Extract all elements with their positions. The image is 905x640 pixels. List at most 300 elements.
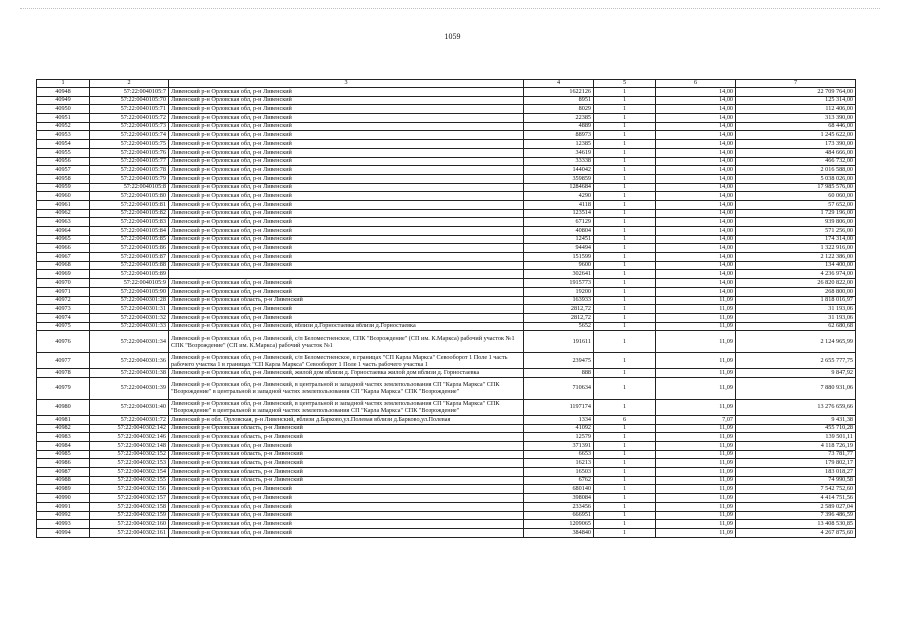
share-cell: 1 xyxy=(594,227,656,236)
share-cell: 1 xyxy=(594,183,656,192)
share-cell: 1 xyxy=(594,174,656,183)
share-cell: 1 xyxy=(594,424,656,433)
area-cell: 19200 xyxy=(524,287,594,296)
unit-price-cell: 11,09 xyxy=(656,528,736,537)
address-cell: Ливенский р-н Орловская обл, р-н Ливенский xyxy=(169,227,524,236)
unit-price-cell: 11,09 xyxy=(656,296,736,305)
table-row xyxy=(37,322,856,331)
cadastral-value-cell: 939 806,00 xyxy=(736,218,856,227)
row-number-cell: 40952 xyxy=(37,122,90,131)
area-cell: 40804 xyxy=(524,227,594,236)
header-cell: 1 xyxy=(37,80,90,88)
area-cell: 191611 xyxy=(524,331,594,353)
area-cell: 151599 xyxy=(524,253,594,262)
address-cell: Ливенский р-н Орловская обл, р-н Ливенский xyxy=(169,209,524,218)
cadastral-number-cell: 57:22:0040105:72 xyxy=(90,114,169,123)
address-cell: Ливенский р-н Орловская обл, р-н Ливенский xyxy=(169,305,524,314)
row-number-cell: 40964 xyxy=(37,227,90,236)
table-row xyxy=(37,183,856,192)
cadastral-value-cell: 13 276 659,66 xyxy=(736,399,856,415)
cadastral-value-cell: 1 322 916,00 xyxy=(736,244,856,253)
share-cell: 1 xyxy=(594,485,656,494)
share-cell: 1 xyxy=(594,200,656,209)
table-row xyxy=(37,313,856,322)
share-cell: 1 xyxy=(594,218,656,227)
unit-price-cell: 11,09 xyxy=(656,369,736,378)
unit-price-cell: 14,00 xyxy=(656,270,736,279)
cadastral-value-cell: 4 236 974,00 xyxy=(736,270,856,279)
cadastral-value-cell: 7 542 752,60 xyxy=(736,485,856,494)
address-cell: Ливенский р-н Орловская обл, р-н Ливенский xyxy=(169,528,524,537)
area-cell: 16213 xyxy=(524,459,594,468)
cadastral-number-cell: 57:22:0040105:90 xyxy=(90,287,169,296)
row-number-cell: 40994 xyxy=(37,528,90,537)
address-cell: Ливенский р-н Орловская обл, р-н Ливенский xyxy=(169,122,524,131)
table-header-row xyxy=(37,80,856,88)
address-cell: Ливенский р-н Орловская обл, р-н Ливенский xyxy=(169,166,524,175)
area-cell: 34619 xyxy=(524,148,594,157)
address-cell: Ливенский р-н обл. Орловская, р-н Ливенский, вблизи д.Барково,ул.Полевая вблизи д.Барково,ул.Полевая xyxy=(169,415,524,424)
cadastral-number-cell: 57:22:0040301:34 xyxy=(90,331,169,353)
table-row xyxy=(37,227,856,236)
cadastral-value-cell: 455 710,28 xyxy=(736,424,856,433)
unit-price-cell: 14,00 xyxy=(656,122,736,131)
cadastral-number-cell: 57:22:0040105:88 xyxy=(90,261,169,270)
share-cell: 1 xyxy=(594,296,656,305)
cadastral-number-cell: 57:22:0040302:161 xyxy=(90,528,169,537)
cadastral-number-cell: 57:22:0040105:7 xyxy=(90,88,169,97)
table-row xyxy=(37,369,856,378)
share-cell: 1 xyxy=(594,331,656,353)
address-cell: Ливенский р-н Орловская область, р-н Ливенский xyxy=(169,424,524,433)
area-cell: 163933 xyxy=(524,296,594,305)
unit-price-cell: 11,09 xyxy=(656,331,736,353)
area-cell: 359859 xyxy=(524,174,594,183)
area-cell: 1622126 xyxy=(524,88,594,97)
table-row xyxy=(37,140,856,149)
share-cell: 1 xyxy=(594,235,656,244)
row-number-cell: 40981 xyxy=(37,415,90,424)
share-cell: 1 xyxy=(594,399,656,415)
cadastral-value-cell: 22 709 764,00 xyxy=(736,88,856,97)
area-cell: 6653 xyxy=(524,450,594,459)
cadastral-value-cell: 5 038 026,00 xyxy=(736,174,856,183)
cadastral-number-cell: 57:22:0040105:80 xyxy=(90,192,169,201)
unit-price-cell: 11,09 xyxy=(656,485,736,494)
cadastral-value-cell: 174 314,00 xyxy=(736,235,856,244)
row-number-cell: 40971 xyxy=(37,287,90,296)
row-number-cell: 40954 xyxy=(37,140,90,149)
address-cell: Ливенский р-н Орловская обл, р-н Ливенский xyxy=(169,157,524,166)
unit-price-cell: 11,09 xyxy=(656,520,736,529)
unit-price-cell: 14,00 xyxy=(656,218,736,227)
share-cell: 1 xyxy=(594,270,656,279)
table-row xyxy=(37,218,856,227)
share-cell: 1 xyxy=(594,433,656,442)
cadastral-number-cell: 57:22:0040105:78 xyxy=(90,166,169,175)
cadastral-value-cell: 2 016 588,00 xyxy=(736,166,856,175)
area-cell: 12579 xyxy=(524,433,594,442)
share-cell: 1 xyxy=(594,88,656,97)
row-number-cell: 40958 xyxy=(37,174,90,183)
cadastral-value-cell: 62 680,68 xyxy=(736,322,856,331)
table-row xyxy=(37,235,856,244)
unit-price-cell: 11,09 xyxy=(656,305,736,314)
unit-price-cell: 11,09 xyxy=(656,313,736,322)
row-number-cell: 40949 xyxy=(37,96,90,105)
share-cell: 6 xyxy=(594,415,656,424)
address-cell: Ливенский р-н Орловская обл, р-н Ливенский xyxy=(169,218,524,227)
row-number-cell: 40992 xyxy=(37,511,90,520)
share-cell: 1 xyxy=(594,122,656,131)
header-cell: 7 xyxy=(736,80,856,88)
area-cell: 67129 xyxy=(524,218,594,227)
table-row xyxy=(37,528,856,537)
row-number-cell: 40978 xyxy=(37,369,90,378)
table-row xyxy=(37,476,856,485)
address-cell: Ливенский р-н Орловская обл, р-н Ливенский, с/п Беломестненское, СПК "Возрождение" (СП им. К.Маркса) рабочий участок №1 СПК "Возрождение" (СП им. К.Маркса) рабочий участок №1 xyxy=(169,331,524,353)
cadastral-number-cell: 57:22:0040301:31 xyxy=(90,305,169,314)
address-cell: Ливенский р-н Орловская область, р-н Ливенский xyxy=(169,296,524,305)
row-number-cell: 40979 xyxy=(37,377,90,399)
share-cell: 1 xyxy=(594,131,656,140)
unit-price-cell: 14,00 xyxy=(656,96,736,105)
table-row xyxy=(37,253,856,262)
cadastral-value-cell: 183 018,27 xyxy=(736,468,856,477)
unit-price-cell: 11,09 xyxy=(656,377,736,399)
cadastral-number-cell: 57:22:0040105:83 xyxy=(90,218,169,227)
area-cell: 12451 xyxy=(524,235,594,244)
address-cell: Ливенский р-н Орловская обл, р-н Ливенский xyxy=(169,105,524,114)
cadastral-value-cell: 31 193,06 xyxy=(736,305,856,314)
area-cell: 239475 xyxy=(524,353,594,369)
row-number-cell: 40957 xyxy=(37,166,90,175)
area-cell: 1334 xyxy=(524,415,594,424)
cadastral-value-cell: 134 400,00 xyxy=(736,261,856,270)
cadastral-value-cell: 4 267 875,60 xyxy=(736,528,856,537)
unit-price-cell: 11,09 xyxy=(656,322,736,331)
row-number-cell: 40982 xyxy=(37,424,90,433)
unit-price-cell: 14,00 xyxy=(656,140,736,149)
cadastral-number-cell: 57:22:0040302:142 xyxy=(90,424,169,433)
row-number-cell: 40983 xyxy=(37,433,90,442)
cadastral-value-cell: 57 652,00 xyxy=(736,200,856,209)
unit-price-cell: 14,00 xyxy=(656,166,736,175)
unit-price-cell: 11,09 xyxy=(656,468,736,477)
share-cell: 1 xyxy=(594,322,656,331)
cadastral-number-cell: 57:22:0040302:152 xyxy=(90,450,169,459)
address-cell: Ливенский р-н Орловская обл, р-н Ливенский xyxy=(169,502,524,511)
table-row xyxy=(37,424,856,433)
unit-price-cell: 11,09 xyxy=(656,502,736,511)
row-number-cell: 40989 xyxy=(37,485,90,494)
address-cell: Ливенский р-н Орловская обл, р-н Ливенский xyxy=(169,494,524,503)
cadastral-number-cell: 57:22:0040105:86 xyxy=(90,244,169,253)
share-cell: 1 xyxy=(594,244,656,253)
cadastral-number-cell: 57:22:0040105:82 xyxy=(90,209,169,218)
table-row xyxy=(37,377,856,399)
table-row xyxy=(37,209,856,218)
cadastral-value-cell: 268 800,00 xyxy=(736,287,856,296)
address-cell xyxy=(169,270,524,279)
cadastral-number-cell: 57:22:0040301:28 xyxy=(90,296,169,305)
row-number-cell: 40969 xyxy=(37,270,90,279)
address-cell: Ливенский р-н Орловская обл, р-н Ливенский xyxy=(169,140,524,149)
table-row xyxy=(37,157,856,166)
table-row xyxy=(37,511,856,520)
cadastral-number-cell: 57:22:0040302:146 xyxy=(90,433,169,442)
share-cell: 1 xyxy=(594,353,656,369)
cadastral-number-cell: 57:22:0040302:148 xyxy=(90,442,169,451)
area-cell: 9600 xyxy=(524,261,594,270)
address-cell: Ливенский р-н Орловская обл, р-н Ливенский xyxy=(169,183,524,192)
row-number-cell: 40950 xyxy=(37,105,90,114)
table-row xyxy=(37,287,856,296)
area-cell: 2812,72 xyxy=(524,313,594,322)
area-cell: 94494 xyxy=(524,244,594,253)
cadastral-number-cell: 57:22:0040105:70 xyxy=(90,96,169,105)
share-cell: 1 xyxy=(594,442,656,451)
row-number-cell: 40965 xyxy=(37,235,90,244)
address-cell: Ливенский р-н Орловская обл, р-н Ливенский, вблизи д.Горностаевка вблизи д.Горностаевка xyxy=(169,322,524,331)
unit-price-cell: 14,00 xyxy=(656,209,736,218)
table-row xyxy=(37,192,856,201)
table-row xyxy=(37,415,856,424)
address-cell: Ливенский р-н Орловская область, р-н Ливенский xyxy=(169,468,524,477)
cadastral-number-cell: 57:22:0040105:84 xyxy=(90,227,169,236)
table-row xyxy=(37,399,856,415)
cadastral-number-cell: 57:22:0040105:79 xyxy=(90,174,169,183)
address-cell: Ливенский р-н Орловская обл, р-н Ливенский xyxy=(169,131,524,140)
cadastral-value-cell: 112 406,00 xyxy=(736,105,856,114)
area-cell: 666951 xyxy=(524,511,594,520)
unit-price-cell: 7,07 xyxy=(656,415,736,424)
unit-price-cell: 14,00 xyxy=(656,192,736,201)
address-cell: Ливенский р-н Орловская обл, р-н Ливенский xyxy=(169,235,524,244)
header-cell: 6 xyxy=(656,80,736,88)
unit-price-cell: 14,00 xyxy=(656,244,736,253)
unit-price-cell: 11,09 xyxy=(656,424,736,433)
cadastral-number-cell: 57:22:0040105:9 xyxy=(90,279,169,288)
cadastral-number-cell: 57:22:0040302:153 xyxy=(90,459,169,468)
row-number-cell: 40960 xyxy=(37,192,90,201)
table-row xyxy=(37,450,856,459)
cadastral-number-cell: 57:22:0040301:39 xyxy=(90,377,169,399)
address-cell: Ливенский р-н Орловская обл, р-н Ливенский xyxy=(169,442,524,451)
land-registry-table xyxy=(36,79,856,538)
unit-price-cell: 11,09 xyxy=(656,433,736,442)
area-cell: 33338 xyxy=(524,157,594,166)
table-row xyxy=(37,88,856,97)
table-row xyxy=(37,174,856,183)
area-cell: 6762 xyxy=(524,476,594,485)
address-cell: Ливенский р-н Орловская обл, р-н Ливенский xyxy=(169,244,524,253)
cadastral-value-cell: 571 256,00 xyxy=(736,227,856,236)
area-cell: 888 xyxy=(524,369,594,378)
row-number-cell: 40973 xyxy=(37,305,90,314)
row-number-cell: 40972 xyxy=(37,296,90,305)
cadastral-value-cell: 173 390,00 xyxy=(736,140,856,149)
cadastral-value-cell: 17 985 576,00 xyxy=(736,183,856,192)
row-number-cell: 40948 xyxy=(37,88,90,97)
area-cell: 41092 xyxy=(524,424,594,433)
address-cell: Ливенский р-н Орловская обл, р-н Ливенский, с/п Беломестненское, в границах "СП Карла Маркса" Севооборот 1 Поле 1 часть рабочего участка 1 в границах "СП Карла Маркса" Севооборот 1 Поле 1 часть рабочего участка 1 xyxy=(169,353,524,369)
row-number-cell: 40988 xyxy=(37,476,90,485)
area-cell: 233456 xyxy=(524,502,594,511)
unit-price-cell: 11,09 xyxy=(656,399,736,415)
cadastral-number-cell: 57:22:0040105:74 xyxy=(90,131,169,140)
unit-price-cell: 14,00 xyxy=(656,114,736,123)
cadastral-number-cell: 57:22:0040105:75 xyxy=(90,140,169,149)
address-cell: Ливенский р-н Орловская обл, р-н Ливенский xyxy=(169,148,524,157)
cadastral-value-cell: 9 431,38 xyxy=(736,415,856,424)
cadastral-value-cell: 2 122 386,00 xyxy=(736,253,856,262)
share-cell: 1 xyxy=(594,468,656,477)
row-number-cell: 40991 xyxy=(37,502,90,511)
cadastral-number-cell: 57:22:0040105:81 xyxy=(90,200,169,209)
area-cell: 1284684 xyxy=(524,183,594,192)
unit-price-cell: 14,00 xyxy=(656,227,736,236)
cadastral-value-cell: 139 501,11 xyxy=(736,433,856,442)
cadastral-number-cell: 57:22:0040105:77 xyxy=(90,157,169,166)
row-number-cell: 40980 xyxy=(37,399,90,415)
table-row xyxy=(37,502,856,511)
address-cell: Ливенский р-н Орловская обл, р-н Ливенский xyxy=(169,287,524,296)
cadastral-value-cell: 484 666,00 xyxy=(736,148,856,157)
unit-price-cell: 14,00 xyxy=(656,157,736,166)
area-cell: 1915773 xyxy=(524,279,594,288)
area-cell: 16503 xyxy=(524,468,594,477)
unit-price-cell: 11,09 xyxy=(656,353,736,369)
unit-price-cell: 11,09 xyxy=(656,494,736,503)
area-cell: 8029 xyxy=(524,105,594,114)
row-number-cell: 40974 xyxy=(37,313,90,322)
table-row xyxy=(37,270,856,279)
cadastral-number-cell: 57:22:0040302:159 xyxy=(90,511,169,520)
page-number: 1059 xyxy=(444,32,461,41)
area-cell: 680140 xyxy=(524,485,594,494)
cadastral-value-cell: 2 124 965,99 xyxy=(736,331,856,353)
area-cell: 4290 xyxy=(524,192,594,201)
unit-price-cell: 14,00 xyxy=(656,174,736,183)
table-row xyxy=(37,122,856,131)
unit-price-cell: 14,00 xyxy=(656,235,736,244)
cadastral-value-cell: 31 193,06 xyxy=(736,313,856,322)
address-cell: Ливенский р-н Орловская обл, р-н Ливенский xyxy=(169,485,524,494)
row-number-cell: 40968 xyxy=(37,261,90,270)
area-cell: 1197174 xyxy=(524,399,594,415)
address-cell: Ливенский р-н Орловская обл, р-н Ливенский xyxy=(169,114,524,123)
cadastral-number-cell: 57:22:0040301:33 xyxy=(90,322,169,331)
row-number-cell: 40967 xyxy=(37,253,90,262)
table-row xyxy=(37,279,856,288)
address-cell: Ливенский р-н Орловская обл, р-н Ливенский xyxy=(169,192,524,201)
cadastral-number-cell: 57:22:0040302:156 xyxy=(90,485,169,494)
area-cell: 384840 xyxy=(524,528,594,537)
table-row xyxy=(37,200,856,209)
row-number-cell: 40966 xyxy=(37,244,90,253)
address-cell: Ливенский р-н Орловская область, р-н Ливенский xyxy=(169,450,524,459)
address-cell: Ливенский р-н Орловская область, р-н Ливенский xyxy=(169,476,524,485)
table-row xyxy=(37,96,856,105)
share-cell: 1 xyxy=(594,369,656,378)
address-cell: Ливенский р-н Орловская обл, р-н Ливенский xyxy=(169,313,524,322)
share-cell: 1 xyxy=(594,528,656,537)
address-cell: Ливенский р-н Орловская обл, р-н Ливенский xyxy=(169,200,524,209)
address-cell: Ливенский р-н Орловская обл, р-н Ливенский xyxy=(169,261,524,270)
cadastral-number-cell: 57:22:0040302:157 xyxy=(90,494,169,503)
row-number-cell: 40986 xyxy=(37,459,90,468)
cadastral-number-cell: 57:22:0040301:40 xyxy=(90,399,169,415)
row-number-cell: 40984 xyxy=(37,442,90,451)
table-row xyxy=(37,520,856,529)
table-row xyxy=(37,261,856,270)
cadastral-value-cell: 1 818 016,97 xyxy=(736,296,856,305)
cadastral-number-cell: 57:22:0040105:8 xyxy=(90,183,169,192)
unit-price-cell: 14,00 xyxy=(656,88,736,97)
cadastral-number-cell: 57:22:0040301:36 xyxy=(90,353,169,369)
address-cell: Ливенский р-н Орловская обл, р-н Ливенский, жилой дом вблизи д. Горностаевка жилой дом вблизи д. Горностаевка xyxy=(169,369,524,378)
unit-price-cell: 11,09 xyxy=(656,511,736,520)
cadastral-number-cell: 57:22:0040105:89 xyxy=(90,270,169,279)
area-cell: 2812,72 xyxy=(524,305,594,314)
row-number-cell: 40977 xyxy=(37,353,90,369)
row-number-cell: 40959 xyxy=(37,183,90,192)
share-cell: 1 xyxy=(594,476,656,485)
row-number-cell: 40955 xyxy=(37,148,90,157)
cadastral-number-cell: 57:22:0040302:160 xyxy=(90,520,169,529)
share-cell: 1 xyxy=(594,166,656,175)
unit-price-cell: 14,00 xyxy=(656,131,736,140)
area-cell: 4889 xyxy=(524,122,594,131)
cadastral-value-cell: 466 732,00 xyxy=(736,157,856,166)
cadastral-value-cell: 125 314,00 xyxy=(736,96,856,105)
row-number-cell: 40962 xyxy=(37,209,90,218)
cadastral-value-cell: 9 847,92 xyxy=(736,369,856,378)
table-row xyxy=(37,433,856,442)
row-number-cell: 40953 xyxy=(37,131,90,140)
share-cell: 1 xyxy=(594,157,656,166)
table-row xyxy=(37,131,856,140)
address-cell: Ливенский р-н Орловская обл, р-н Ливенский, в центральной и западной частях землепользования СП "Карла Маркса" СПК "Возрождение" в центральной и западной частях землепользования СП "Карла Маркса" СПК "Возрождение" xyxy=(169,377,524,399)
cadastral-value-cell: 4 414 751,56 xyxy=(736,494,856,503)
address-cell: Ливенский р-н Орловская обл, р-н Ливенский, в центральной и западной частях землепользования СП "Карла Маркса" СПК "Возрождение" в центральной и западной частях землепользования СП "Карла Маркса" СПК "Возрождение" xyxy=(169,399,524,415)
row-number-cell: 40990 xyxy=(37,494,90,503)
row-number-cell: 40956 xyxy=(37,157,90,166)
share-cell: 1 xyxy=(594,313,656,322)
cadastral-value-cell: 4 118 726,19 xyxy=(736,442,856,451)
share-cell: 1 xyxy=(594,279,656,288)
cadastral-number-cell: 57:22:0040302:158 xyxy=(90,502,169,511)
address-cell: Ливенский р-н Орловская обл, р-н Ливенский xyxy=(169,511,524,520)
address-cell: Ливенский р-н Орловская обл, р-н Ливенский xyxy=(169,253,524,262)
area-cell: 302641 xyxy=(524,270,594,279)
row-number-cell: 40987 xyxy=(37,468,90,477)
row-number-cell: 40975 xyxy=(37,322,90,331)
cadastral-number-cell: 57:22:0040302:155 xyxy=(90,476,169,485)
cadastral-value-cell: 2 655 777,75 xyxy=(736,353,856,369)
share-cell: 1 xyxy=(594,459,656,468)
area-cell: 12385 xyxy=(524,140,594,149)
unit-price-cell: 14,00 xyxy=(656,200,736,209)
row-number-cell: 40993 xyxy=(37,520,90,529)
cadastral-number-cell: 57:22:0040105:76 xyxy=(90,148,169,157)
unit-price-cell: 11,09 xyxy=(656,450,736,459)
header-cell: 4 xyxy=(524,80,594,88)
scan-artifact-line xyxy=(20,8,880,13)
unit-price-cell: 14,00 xyxy=(656,183,736,192)
area-cell: 1209065 xyxy=(524,520,594,529)
